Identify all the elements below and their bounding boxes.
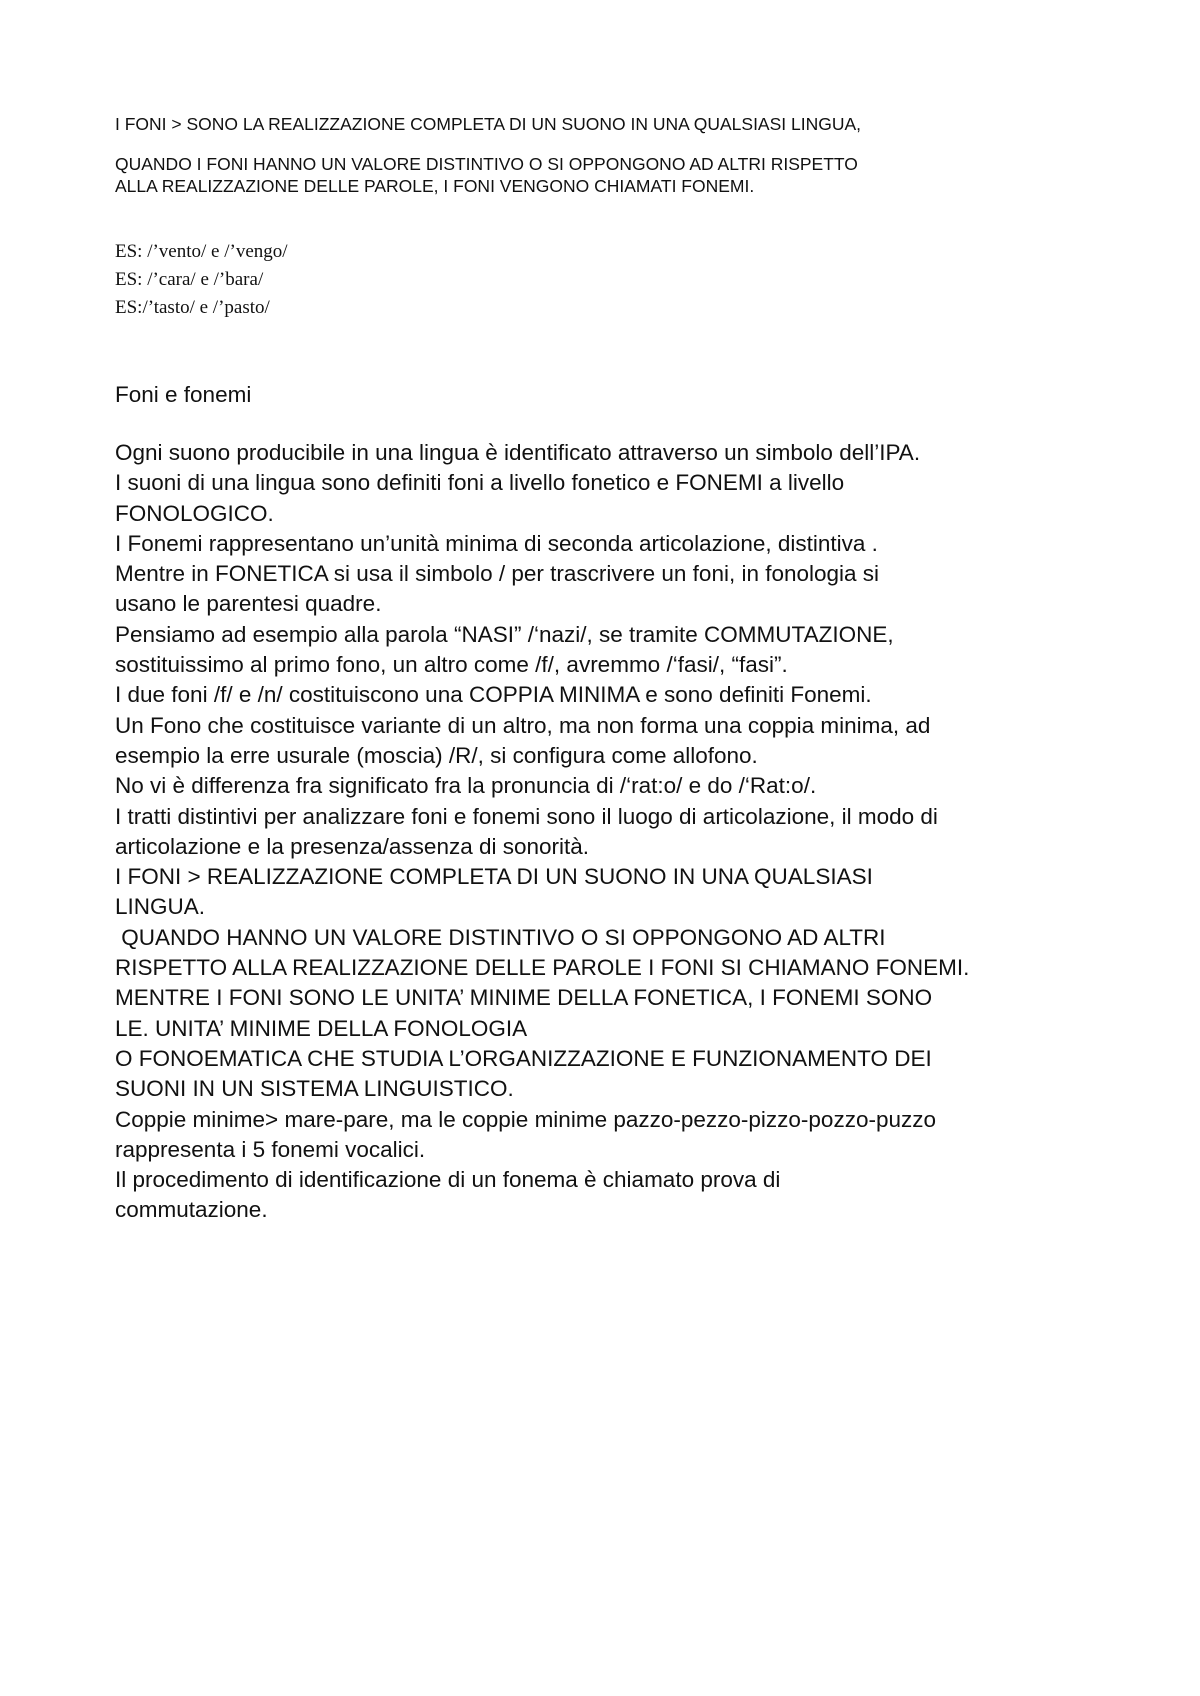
body-line: RISPETTO ALLA REALIZZAZIONE DELLE PAROLE I FONI SI CHIAMANO FONEMI. bbox=[115, 955, 970, 981]
body-line: articolazione e la presenza/assenza di sonorità. bbox=[115, 833, 590, 859]
examples-block bbox=[115, 238, 715, 322]
body-line: LINGUA. bbox=[115, 894, 206, 920]
example-line: ES: /’vento/ e /’vengo/ bbox=[115, 241, 288, 262]
body-line: SUONI IN UN SISTEMA LINGUISTICO. bbox=[115, 1076, 514, 1102]
body-line: I suoni di una lingua sono definiti foni a livello fonetico e FONEMI a livello bbox=[115, 470, 845, 496]
body-line: MENTRE I FONI SONO LE UNITA’ MINIME DELLA FONETICA, I FONEMI SONO bbox=[115, 985, 933, 1011]
body-line: O FONOEMATICA CHE STUDIA L’ORGANIZZAZIONE E FUNZIONAMENTO DEI bbox=[115, 1045, 932, 1071]
body-line: Il procedimento di identificazione di un fonema è chiamato prova di bbox=[115, 1167, 781, 1193]
body-text bbox=[115, 438, 1115, 1226]
body-line: FONOLOGICO. bbox=[115, 500, 274, 526]
intro-line-1: I FONI > SONO LA REALIZZAZIONE COMPLETA DI UN SUONO IN UNA QUALSIASI LINGUA, bbox=[115, 114, 862, 134]
body-line: No vi è differenza fra significato fra la pronuncia di /‘rat:o/ e do /‘Rat:o/. bbox=[115, 773, 817, 799]
body-line: Un Fono che costituisce variante di un altro, ma non forma una coppia minima, ad bbox=[115, 712, 931, 738]
example-line: ES: /’cara/ e /’bara/ bbox=[115, 269, 264, 290]
intro-block bbox=[115, 113, 1115, 197]
body-line: I due foni /f/ e /n/ costituiscono una COPPIA MINIMA e sono definiti Fonemi. bbox=[115, 682, 872, 708]
body-line: I tratti distintivi per analizzare foni e fonemi sono il luogo di articolazione, il modo di bbox=[115, 803, 938, 829]
body-line: LE. UNITA’ MINIME DELLA FONOLOGIA bbox=[115, 1015, 528, 1041]
intro-line-2b: ALLA REALIZZAZIONE DELLE PAROLE, I FONI VENGONO CHIAMATI FONEMI. bbox=[115, 176, 755, 196]
body-line: I FONI > REALIZZAZIONE COMPLETA DI UN SUONO IN UNA QUALSIASI bbox=[115, 864, 873, 890]
body-line: commutazione. bbox=[115, 1197, 268, 1223]
body-line: Coppie minime> mare-pare, ma le coppie minime pazzo-pezzo-pizzo-pozzo-puzzo bbox=[115, 1106, 936, 1132]
body-line: rappresenta i 5 fonemi vocalici. bbox=[115, 1136, 426, 1162]
body-line: Ogni suono producibile in una lingua è identificato attraverso un simbolo dell’IPA. bbox=[115, 440, 921, 465]
body-line: esempio la erre usurale (moscia) /R/, si configura come allofono. bbox=[115, 742, 758, 768]
section-title: Foni e fonemi bbox=[115, 382, 252, 407]
example-line: ES:/’tasto/ e /’pasto/ bbox=[115, 297, 270, 318]
body-line: Mentre in FONETICA si usa il simbolo / per trascrivere un foni, in fonologia si bbox=[115, 561, 880, 587]
intro-line-2a: QUANDO I FONI HANNO UN VALORE DISTINTIVO O SI OPPONGONO AD ALTRI RISPETTO bbox=[115, 154, 858, 174]
body-line: sostituissimo al primo fono, un altro come /f/, avremmo /‘fasi/, “fasi”. bbox=[115, 652, 788, 678]
body-line: QUANDO HANNO UN VALORE DISTINTIVO O SI OPPONGONO AD ALTRI bbox=[115, 924, 886, 950]
body-line: Pensiamo ad esempio alla parola “NASI” /‘nazi/, se tramite COMMUTAZIONE, bbox=[115, 621, 894, 647]
body-line: usano le parentesi quadre. bbox=[115, 591, 382, 617]
body-line: I Fonemi rappresentano un’unità minima di seconda articolazione, distintiva . bbox=[115, 530, 878, 556]
